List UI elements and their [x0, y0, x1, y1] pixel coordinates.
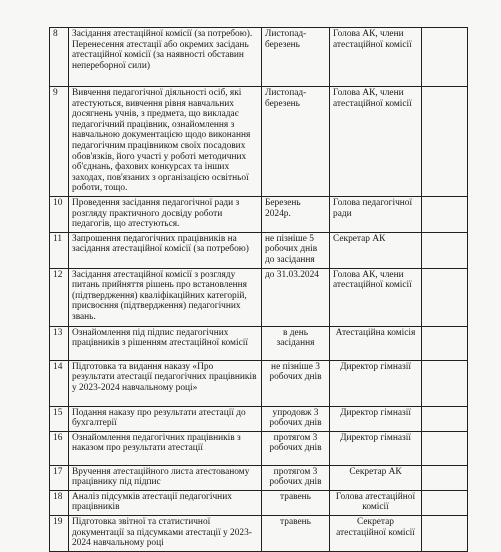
table-row	[50, 232, 468, 268]
term-cell: до 31.03.2024	[262, 268, 330, 326]
term-cell: протягом 3 робочих днів	[262, 465, 330, 490]
table-row	[50, 490, 468, 515]
activity-text: Підготовка та видання наказу «Про результати атестації педагогічних працівників у 2023-2024 навчальному році»	[69, 360, 262, 406]
row-number: 10	[50, 196, 69, 232]
responsible-cell: Директор гімназії	[330, 431, 422, 465]
activity-text: Проведення засідання педагогічної ради з розгляду практичного досвіду роботи педагогів, що атестуються.	[69, 196, 262, 232]
responsible-cell: Голова атестаційної комісії	[330, 490, 422, 515]
empty-cell	[422, 465, 468, 490]
row-number: 8	[50, 28, 69, 87]
term-cell: Листопад-березень	[262, 87, 330, 197]
responsible-cell: Атестаційна комісія	[330, 326, 422, 360]
responsible-cell: Голова АК, члени атестаційної комісії	[330, 87, 422, 197]
empty-cell	[422, 326, 468, 360]
term-cell: не пізніше 5 робочих днів до засідання	[262, 232, 330, 268]
row-number: 12	[50, 268, 69, 326]
activity-text: Засідання атестаційної комісії (за потребою). Перенесення атестації або окремих засідань атестаційної комісії (за наявності обставин непереборної сили)	[69, 28, 262, 87]
term-cell: в день засідання	[262, 326, 330, 360]
term-cell: Березень 2024р.	[262, 196, 330, 232]
activity-text: Ознайомлення педагогічних працівників з наказом про результати атестації	[69, 431, 262, 465]
table-row	[50, 196, 468, 232]
responsible-cell: Секретар АК	[330, 232, 422, 268]
term-cell: не пізніше 3 робочих днів	[262, 360, 330, 406]
responsible-cell: Голова АК, члени атестаційної комісії	[330, 28, 422, 87]
responsible-cell: Директор гімназії	[330, 406, 422, 431]
term-cell: травень	[262, 516, 330, 552]
row-number: 13	[50, 326, 69, 360]
table-row	[50, 87, 468, 197]
responsible-cell: Секретар атестаційної комісії	[330, 516, 422, 552]
term-cell: протягом 3 робочих днів	[262, 431, 330, 465]
row-number: 19	[50, 516, 69, 552]
row-number: 14	[50, 360, 69, 406]
row-number: 9	[50, 87, 69, 197]
responsible-cell: Голова АК, члени атестаційної комісії	[330, 268, 422, 326]
empty-cell	[422, 516, 468, 552]
table-row	[50, 360, 468, 406]
empty-cell	[422, 232, 468, 268]
row-number: 16	[50, 431, 69, 465]
table-row	[50, 268, 468, 326]
term-cell: травень	[262, 490, 330, 515]
row-number: 17	[50, 465, 69, 490]
row-number: 15	[50, 406, 69, 431]
empty-cell	[422, 87, 468, 197]
activity-text: Вивчення педагогічної діяльності осіб, які атестуються, вивчення рівня навчальних досягнень учнів, з предмета, що викладає педагогічний працівник, ознайомлення з навчальною документацією щодо виконання педагогічним працівником своїх посадових обов'язків, його участі у роботі методичних об'єднань, фахових конкурсах та інших заходах, пов'язаних з організацією освітньої роботи, тощо.	[69, 87, 262, 197]
row-number: 18	[50, 490, 69, 515]
table-row	[50, 326, 468, 360]
empty-cell	[422, 196, 468, 232]
empty-cell	[422, 28, 468, 87]
responsible-cell: Секретар АК	[330, 465, 422, 490]
row-number: 11	[50, 232, 69, 268]
responsible-cell: Голова педагогічної ради	[330, 196, 422, 232]
activity-text: Засідання атестаційної комісії з розгляду питань прийняття рішень про встановлення (підтвердження) кваліфікаційних категорій, присвоєння (підтвердження) педагогічних звань.	[69, 268, 262, 326]
table-row	[50, 28, 468, 87]
table-body	[50, 28, 468, 552]
table-row	[50, 406, 468, 431]
activity-text: Підготовка звітної та статистичної документації за підсумками атестації у 2023-2024 навчальному році	[69, 516, 262, 552]
empty-cell	[422, 360, 468, 406]
activity-text: Вручення атестаційного листа атестованому працівнику під підпис	[69, 465, 262, 490]
attestation-plan-table	[49, 27, 468, 552]
term-cell: Листопад-березень	[262, 28, 330, 87]
table-row	[50, 465, 468, 490]
empty-cell	[422, 406, 468, 431]
empty-cell	[422, 431, 468, 465]
responsible-cell: Директор гімназії	[330, 360, 422, 406]
table-row	[50, 516, 468, 552]
empty-cell	[422, 268, 468, 326]
activity-text: Подання наказу про результати атестації до бухгалтерії	[69, 406, 262, 431]
table-row	[50, 431, 468, 465]
term-cell: упродовж 3 робочих днів	[262, 406, 330, 431]
activity-text: Запрошення педагогічних працівників на засідання атестаційної комісії (за потребою)	[69, 232, 262, 268]
empty-cell	[422, 490, 468, 515]
activity-text: Аналіз підсумків атестації педагогічних працівників	[69, 490, 262, 515]
activity-text: Ознайомлення під підпис педагогічних працівників з рішенням атестаційної комісії	[69, 326, 262, 360]
